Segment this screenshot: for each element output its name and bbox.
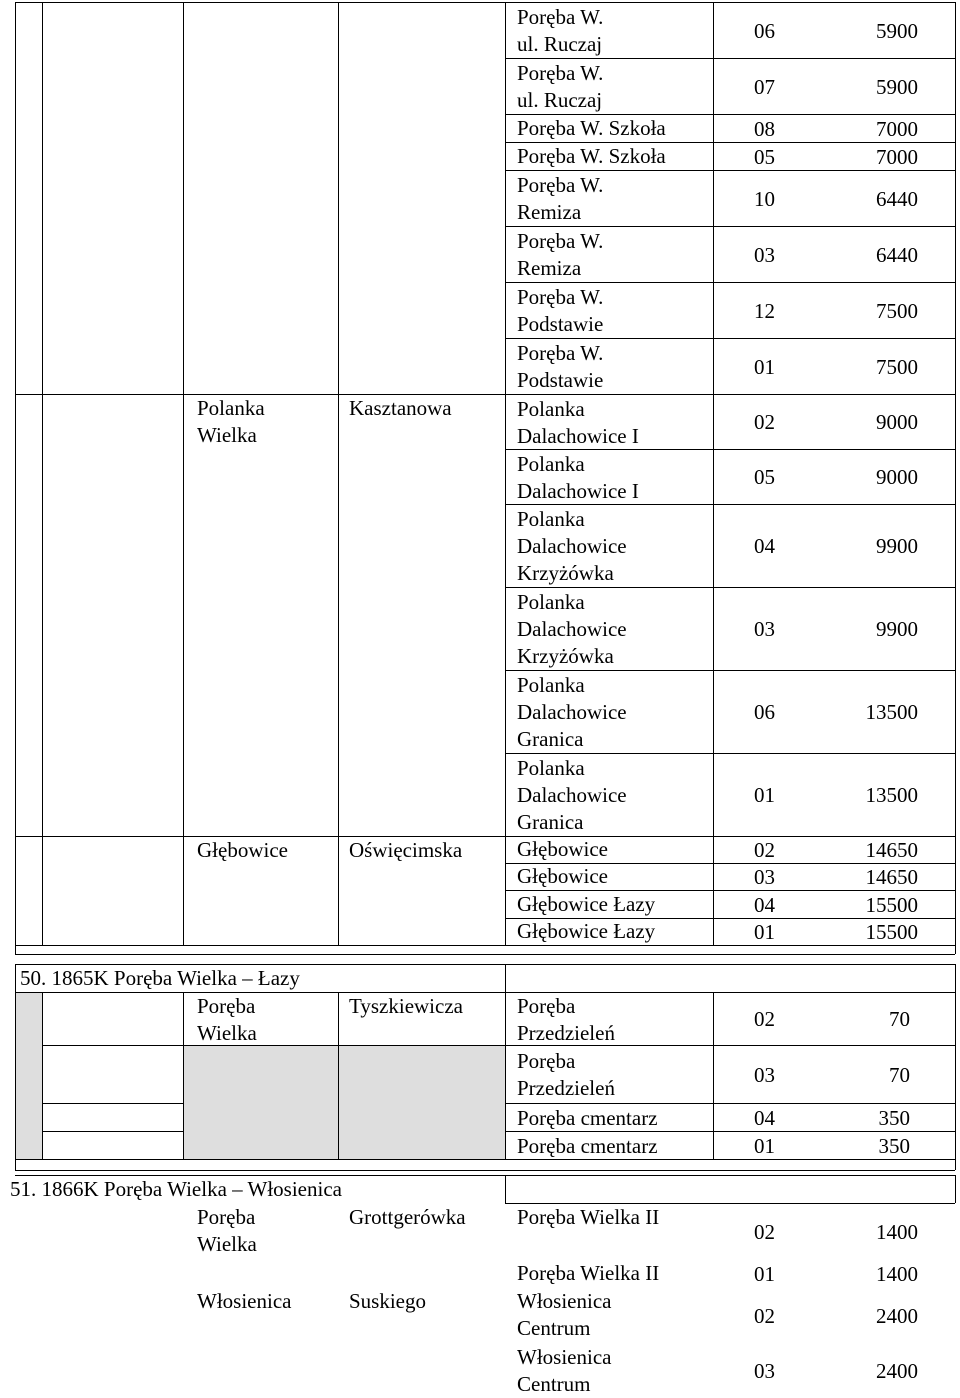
direction-number: 01 <box>754 354 775 379</box>
table-rule <box>955 1175 956 1203</box>
stop-name: Głębowice <box>517 864 608 888</box>
table-rule <box>338 2 339 945</box>
table-rule <box>15 1159 955 1160</box>
table-rule <box>955 2 956 945</box>
stop-name: Krzyżówka <box>517 561 614 585</box>
distance-value: 14650 <box>865 838 918 862</box>
stop-name: Włosienica <box>517 1344 612 1369</box>
stop-name: Polanka <box>517 507 585 531</box>
direction-number: 04 <box>754 1105 775 1130</box>
table-rule <box>505 992 506 1159</box>
direction-number: 02 <box>754 1007 775 1031</box>
stop-name: Poręba cmentarz <box>517 1105 658 1130</box>
stop-name: Granica <box>517 727 584 751</box>
stop-name: Przedzieleń <box>517 1076 615 1100</box>
distance-value: 350 <box>878 1105 910 1130</box>
stop-name: Przedzieleń <box>517 1020 615 1045</box>
direction-number: 03 <box>754 242 775 267</box>
distance-value: 7000 <box>876 144 918 169</box>
direction-number: 03 <box>754 865 775 889</box>
stop-name: Poręba cmentarz <box>517 1133 658 1158</box>
distance-value: 15500 <box>865 920 918 944</box>
stop-name: Głębowice <box>517 837 608 861</box>
stop-name: Dalachowice <box>517 534 627 558</box>
direction-number: 04 <box>754 534 775 558</box>
distance-value: 5900 <box>876 18 918 43</box>
direction-number: 06 <box>754 18 775 43</box>
stop-name: Centrum <box>517 1371 591 1396</box>
locality-name: Polanka <box>197 396 265 420</box>
locality-name: Włosienica <box>197 1289 292 1313</box>
distance-value: 70 <box>889 1062 910 1087</box>
street-name: Suskiego <box>349 1289 427 1313</box>
stop-name: Polanka <box>517 451 585 476</box>
direction-number: 02 <box>754 410 775 434</box>
direction-number: 02 <box>754 1303 775 1328</box>
direction-number: 12 <box>754 298 775 323</box>
distance-value: 2400 <box>876 1359 918 1383</box>
table-rule <box>505 1175 506 1203</box>
stop-name: Głębowice Łazy <box>517 891 656 916</box>
stop-name: Poręba Wielka II <box>517 1205 660 1229</box>
direction-number: 04 <box>754 892 775 917</box>
direction-number: 03 <box>754 1062 775 1087</box>
stop-name: Poręba <box>517 993 576 1018</box>
stop-name: ul. Ruczaj <box>517 32 603 56</box>
table-rule <box>505 670 955 671</box>
section-header: 50. 1865K Poręba Wielka – Łazy <box>20 966 300 990</box>
stop-name: Podstawie <box>517 312 604 336</box>
table-rule <box>15 945 955 946</box>
locality-name: Wielka <box>197 423 257 447</box>
distance-value: 9000 <box>876 410 918 434</box>
shaded-cell <box>184 1046 338 1159</box>
distance-value: 13500 <box>865 783 918 807</box>
locality-name: Wielka <box>197 1021 257 1045</box>
direction-number: 01 <box>754 783 775 807</box>
table-rule <box>505 338 955 339</box>
stop-name: Dalachowice I <box>517 478 639 503</box>
direction-number: 02 <box>754 1219 775 1244</box>
section-separator <box>15 954 955 955</box>
street-name: Grottgerówka <box>349 1205 466 1229</box>
locality-name: Poręba <box>197 994 256 1018</box>
table-rule <box>15 836 955 837</box>
stop-name: Centrum <box>517 1316 591 1340</box>
distance-value: 350 <box>878 1133 910 1158</box>
distance-value: 13500 <box>865 700 918 724</box>
distance-value: 7000 <box>876 116 918 141</box>
stop-name: Poręba W. Szkoła <box>517 115 666 140</box>
direction-number: 03 <box>754 617 775 641</box>
distance-value: 2400 <box>876 1303 918 1328</box>
distance-value: 14650 <box>865 865 918 889</box>
table-rule <box>505 282 955 283</box>
table-rule <box>955 1159 956 1170</box>
stop-name: Krzyżówka <box>517 644 614 668</box>
stop-name: Podstawie <box>517 368 604 392</box>
stop-name: Poręba Wielka II <box>517 1261 660 1285</box>
stop-name: Dalachowice <box>517 783 627 807</box>
table-rule <box>505 964 506 992</box>
distance-value: 9900 <box>876 617 918 641</box>
section-header: 51. 1866K Poręba Wielka – Włosienica <box>10 1177 342 1201</box>
table-rule <box>183 2 184 945</box>
distance-value: 6440 <box>876 186 918 211</box>
table-rule <box>15 1159 16 1170</box>
section-separator <box>15 1170 955 1171</box>
stop-name: Polanka <box>517 396 585 421</box>
stop-name: Remiza <box>517 256 582 280</box>
direction-number: 05 <box>754 144 775 169</box>
distance-value: 5900 <box>876 74 918 99</box>
direction-number: 08 <box>754 116 775 141</box>
distance-value: 6440 <box>876 242 918 267</box>
direction-number: 02 <box>754 838 775 862</box>
stop-name: Głębowice Łazy <box>517 919 656 943</box>
table-rule <box>15 992 955 993</box>
distance-value: 7500 <box>876 354 918 379</box>
stop-name: Poręba W. <box>517 61 604 85</box>
stop-name: Dalachowice <box>517 617 627 641</box>
stop-name: Poręba W. <box>517 341 604 365</box>
distance-value: 1400 <box>876 1219 918 1244</box>
stop-name: Poręba W. <box>517 285 604 309</box>
stop-name: Granica <box>517 810 584 834</box>
distance-value: 7500 <box>876 298 918 323</box>
shaded-cell <box>16 993 42 1159</box>
stop-name: Dalachowice I <box>517 423 639 448</box>
table-rule <box>505 58 955 59</box>
stop-name: Poręba W. <box>517 5 604 29</box>
table-rule <box>15 945 16 954</box>
distance-value: 15500 <box>865 892 918 917</box>
stop-name: Polanka <box>517 756 585 780</box>
distance-value: 1400 <box>876 1261 918 1286</box>
stop-name: Poręba <box>517 1049 576 1073</box>
stop-name: Poręba W. <box>517 229 604 253</box>
direction-number: 06 <box>754 700 775 724</box>
table-rule <box>15 2 16 954</box>
table-rule <box>713 2 714 945</box>
table-rule <box>42 2 43 945</box>
table-rule <box>505 753 955 754</box>
table-rule <box>713 992 714 1159</box>
table-rule <box>42 992 43 1159</box>
stop-name: Poręba W. Szkoła <box>517 143 666 168</box>
street-name: Oświęcimska <box>349 838 463 862</box>
stop-name: Polanka <box>517 673 585 697</box>
stop-name: Dalachowice <box>517 700 627 724</box>
direction-number: 07 <box>754 74 775 99</box>
table-rule <box>15 394 955 395</box>
street-name: Tyszkiewicza <box>349 994 463 1018</box>
table-rule <box>955 964 956 1159</box>
direction-number: 01 <box>754 1261 775 1286</box>
stop-name: Włosienica <box>517 1289 612 1313</box>
direction-number: 03 <box>754 1359 775 1383</box>
table-rule <box>505 2 506 945</box>
stop-name: Remiza <box>517 200 582 224</box>
street-name: Kasztanowa <box>349 396 452 420</box>
stop-name: Poręba W. <box>517 173 604 197</box>
distance-value: 9000 <box>876 465 918 489</box>
distance-value: 70 <box>889 1007 910 1031</box>
locality-name: Wielka <box>197 1232 257 1256</box>
direction-number: 01 <box>754 1133 775 1158</box>
direction-number: 01 <box>754 920 775 944</box>
table-rule <box>505 226 955 227</box>
locality-name: Poręba <box>197 1205 256 1229</box>
direction-number: 05 <box>754 465 775 489</box>
stop-name: Polanka <box>517 590 585 614</box>
distance-value: 9900 <box>876 534 918 558</box>
table-rule <box>955 945 956 954</box>
locality-name: Głębowice <box>197 838 288 862</box>
direction-number: 10 <box>754 186 775 211</box>
table-rule <box>505 587 955 588</box>
stop-name: ul. Ruczaj <box>517 88 603 112</box>
shaded-cell <box>339 1046 505 1159</box>
table-rule <box>15 2 955 3</box>
